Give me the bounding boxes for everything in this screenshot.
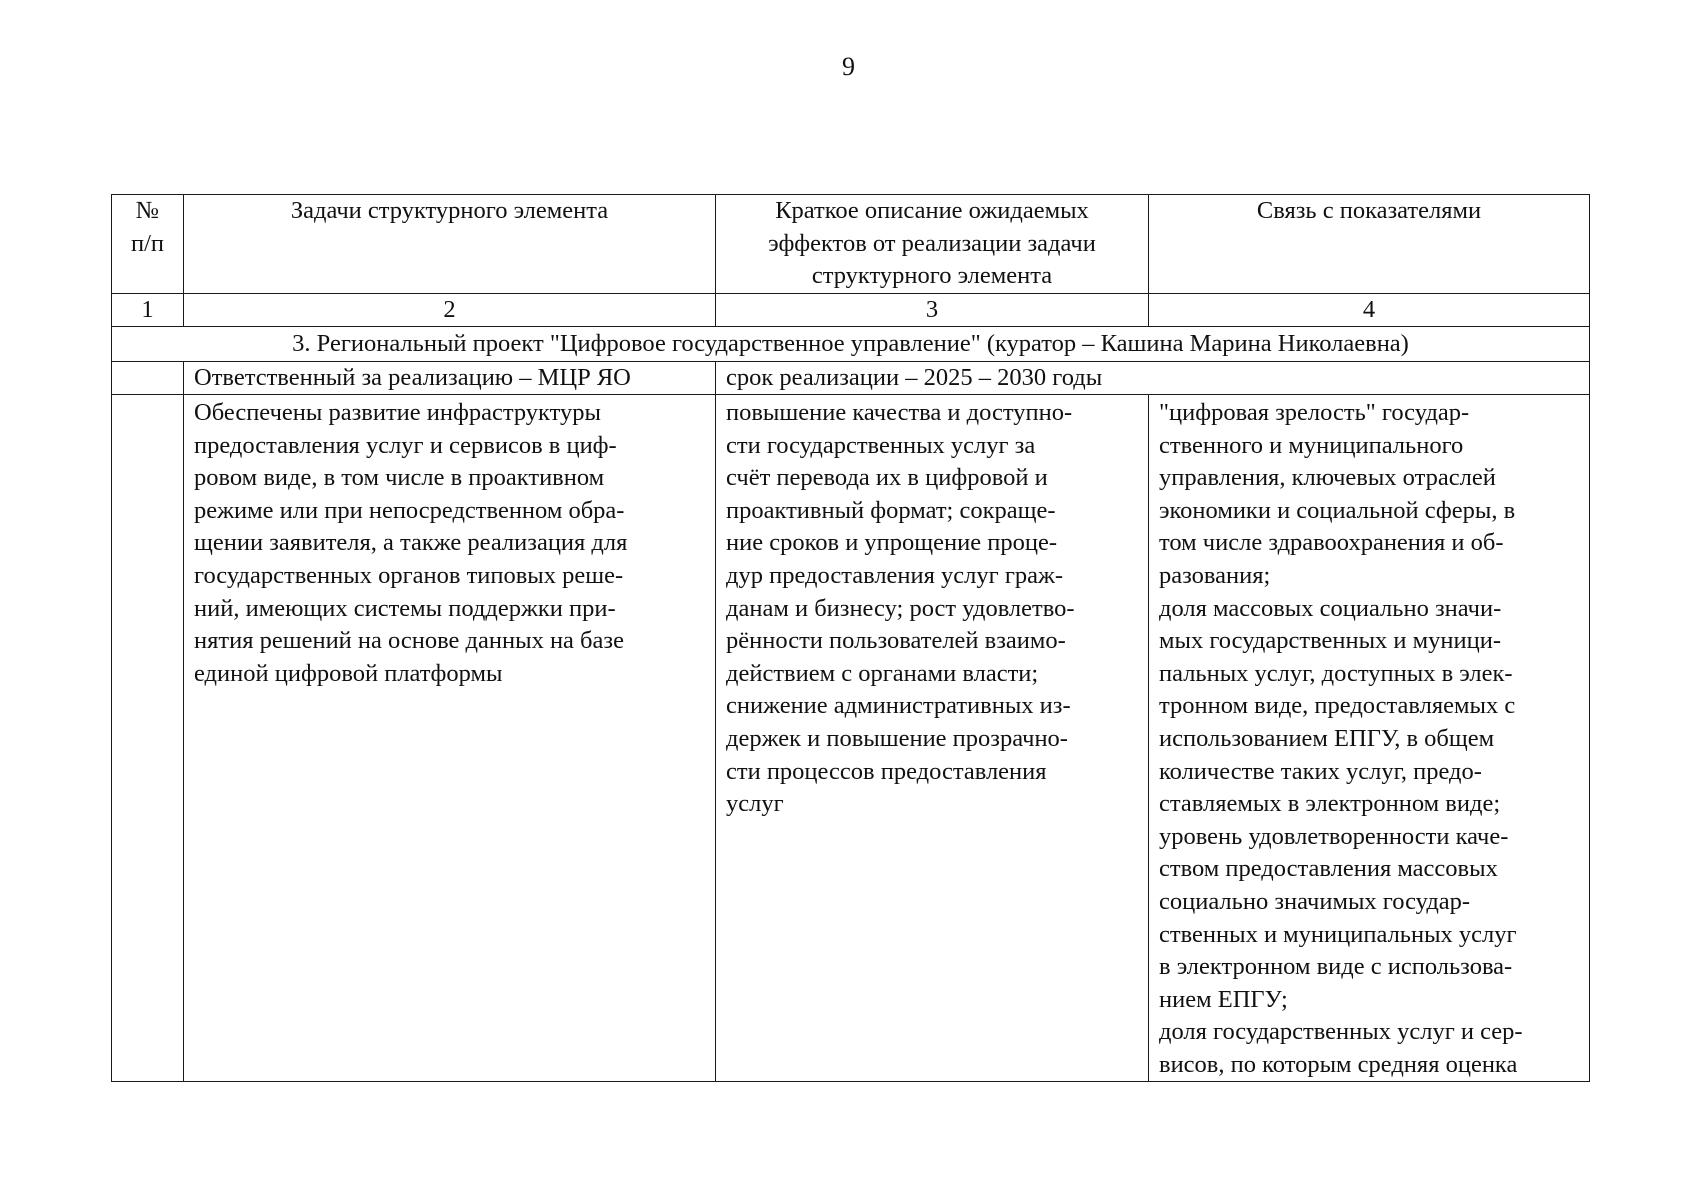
- indicators-text: [1149, 395, 1589, 1081]
- text-line: государственных органов типовых реше-: [194, 561, 624, 589]
- text-line: п/п: [130, 229, 165, 257]
- text-line: №: [135, 197, 160, 224]
- task-text: [184, 395, 715, 690]
- text-line: проактивный формат; сокраще-: [726, 496, 1056, 524]
- text-line: тронном виде, предоставляемых с: [1159, 692, 1516, 720]
- text-line: ровом виде, в том числе в проактивном: [194, 464, 605, 492]
- text-line: количестве таких услуг, предо-: [1159, 757, 1482, 785]
- text-line: уровень удовлетворенности каче-: [1159, 822, 1509, 850]
- text-line: эффектов от реализации задачи: [768, 229, 1096, 257]
- text-line: режиме или при непосредственном обра-: [194, 496, 625, 524]
- text-line: предоставления услуг и сервисов в циф-: [194, 431, 617, 459]
- text-line: единой цифровой платформы: [194, 659, 503, 687]
- text-line: щении заявителя, а также реализация для: [194, 529, 628, 557]
- term-text: срок реализации – 2025 – 2030 годы: [726, 364, 1103, 391]
- table-header-row: [112, 195, 1590, 294]
- text-line: висов, по которым средняя оценка: [1159, 1050, 1518, 1078]
- column-number-3: 3: [716, 294, 1149, 327]
- header-col-tasks: [184, 195, 716, 294]
- header-col-effects: [716, 195, 1149, 294]
- text-line: услуг: [726, 790, 784, 818]
- text-line: управления, ключевых отраслей: [1159, 464, 1496, 492]
- header-col-number: [112, 195, 184, 294]
- text-line: Задачи структурного элемента: [290, 197, 609, 224]
- column-number-4: 4: [1149, 294, 1590, 327]
- indicators-cell: [1149, 395, 1590, 1082]
- column-numbers-row: [112, 294, 1590, 327]
- text-line: социально значимых государ-: [1159, 887, 1471, 915]
- text-line: дур предоставления услуг граж-: [726, 561, 1064, 589]
- text-line: структурного элемента: [811, 262, 1053, 290]
- text-line: нием ЕПГУ;: [1159, 985, 1288, 1013]
- text-line: пальных услуг, доступных в элек-: [1159, 659, 1513, 687]
- text-line: счёт перевода их в цифровой и: [726, 464, 1048, 492]
- text-line: использованием ЕПГУ, в общем: [1159, 724, 1495, 752]
- text-line: Связь с показателями: [1256, 197, 1482, 224]
- column-number-1: 1: [112, 294, 184, 327]
- column-number-2: 2: [184, 294, 716, 327]
- text-line: ством предоставления массовых: [1159, 855, 1498, 883]
- project-title: 3. Региональный проект "Цифровое государственное управление" (куратор – Кашина Марина Николаевна): [112, 327, 1590, 362]
- text-line: ставляемых в электронном виде;: [1159, 790, 1501, 818]
- text-line: доля государственных услуг и сер-: [1159, 1018, 1523, 1046]
- text-line: нятия решений на основе данных на базе: [194, 627, 624, 655]
- text-line: повышение качества и доступно-: [726, 399, 1073, 426]
- text-line: ственных и муниципальных услуг: [1159, 920, 1517, 948]
- text-line: Краткое описание ожидаемых: [775, 197, 1089, 224]
- responsible-text: Ответственный за реализацию – МЦР ЯО: [194, 364, 631, 391]
- text-line: держек и повышение прозрачно-: [726, 724, 1068, 752]
- text-line: действием с органами власти;: [726, 659, 1039, 687]
- text-line: ственного и муниципального: [1159, 431, 1464, 459]
- text-line: Обеспечены развитие инфраструктуры: [194, 399, 601, 426]
- text-line: "цифровая зрелость" государ-: [1159, 399, 1470, 426]
- responsible-empty-cell: [112, 362, 184, 395]
- text-line: экономики и социальной сферы, в: [1159, 496, 1516, 524]
- text-line: доля массовых социально значи-: [1159, 594, 1502, 622]
- effects-cell: [716, 395, 1149, 1082]
- text-line: снижение административных из-: [726, 692, 1071, 720]
- text-line: сти государственных услуг за: [726, 431, 1036, 459]
- row-number: [112, 395, 184, 1082]
- text-line: ние сроков и упрощение проце-: [726, 529, 1058, 557]
- page-number: 9: [842, 52, 855, 81]
- responsible-cell: [184, 362, 716, 395]
- text-line: том числе здравоохранения и об-: [1159, 529, 1504, 557]
- project-title-row: [112, 327, 1590, 362]
- structural-element-table: [111, 194, 1590, 1082]
- responsible-row: [112, 362, 1590, 395]
- text-line: в электронном виде с использова-: [1159, 953, 1513, 981]
- text-line: мых государственных и муници-: [1159, 627, 1502, 655]
- effects-text: [716, 395, 1148, 821]
- task-cell: [184, 395, 716, 1082]
- text-line: сти процессов предоставления: [726, 757, 1047, 785]
- text-line: рённости пользователей взаимо-: [726, 627, 1066, 655]
- text-line: разования;: [1159, 561, 1271, 589]
- text-line: данам и бизнесу; рост удовлетво-: [726, 594, 1075, 622]
- header-col-indicators: [1149, 195, 1590, 294]
- table-row: [112, 395, 1590, 1082]
- term-cell: [716, 362, 1590, 395]
- text-line: ний, имеющих системы поддержки при-: [194, 594, 616, 622]
